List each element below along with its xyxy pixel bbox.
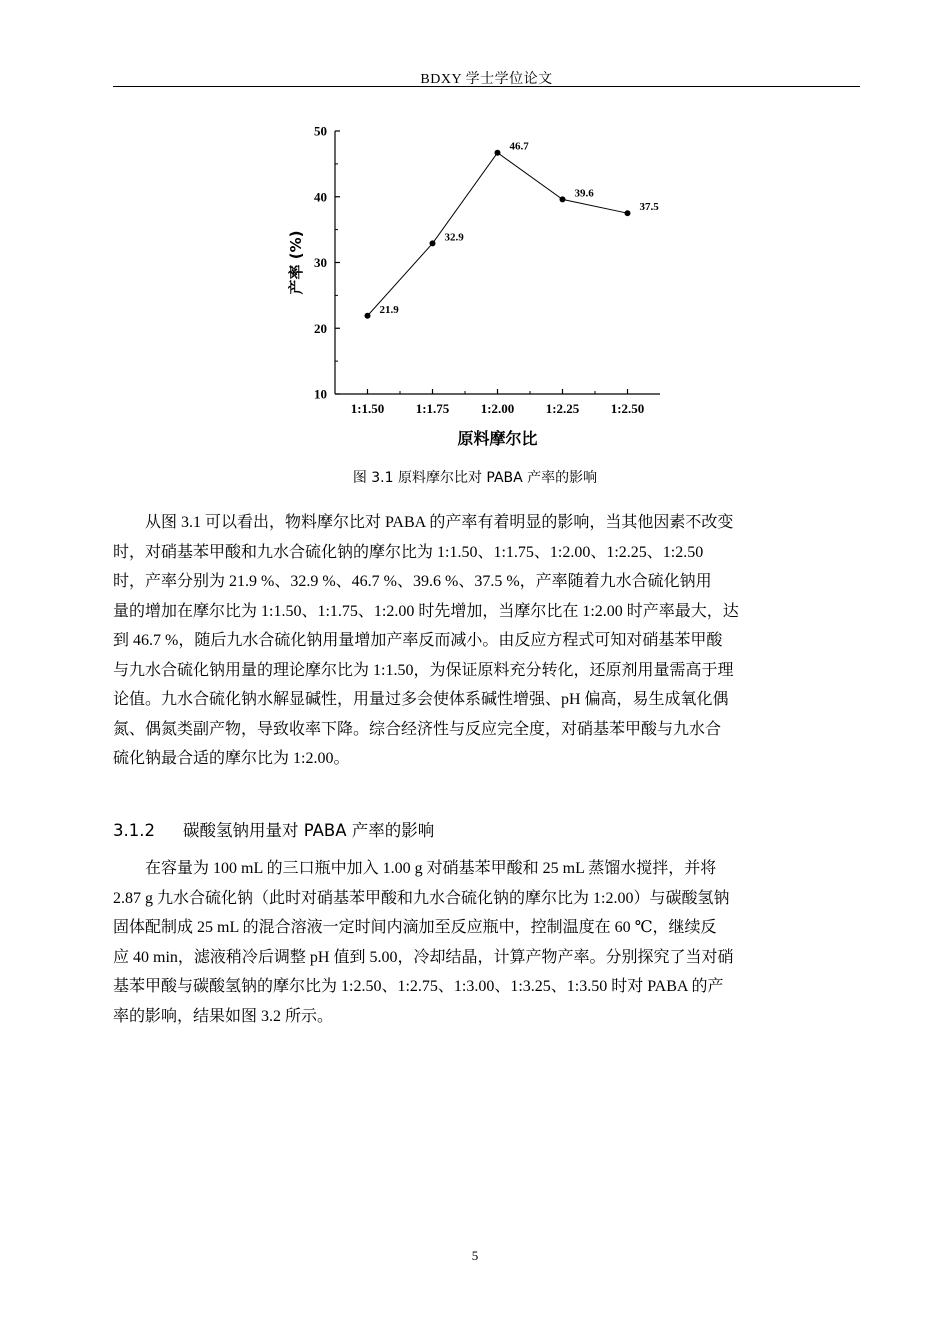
paragraph-line: 从图 3.1 可以看出，物料摩尔比对 PABA 的产率有着明显的影响，当其他因素不改变 <box>145 514 734 531</box>
y-tick-label: 30 <box>314 255 327 270</box>
paragraph-line: 氮、偶氮类副产物，导致收率下降。综合经济性与反应完全度，对硝基苯甲酸与九水合 <box>113 720 722 738</box>
y-tick-label: 50 <box>314 123 327 139</box>
paragraph-line: 时，对硝基苯甲酸和九水合硫化钠的摩尔比为 1:1.50、1:1.75、1:2.00、1:2.25、1:2.50 <box>113 543 704 561</box>
x-axis-title: 原料摩尔比 <box>457 429 538 448</box>
data-point <box>625 210 631 216</box>
paragraph-line: 到 46.7 %，随后九水合硫化钠用量增加产率反而减小。由反应方程式可知对硝基苯甲酸 <box>113 632 723 649</box>
paragraph-line: 时，产率分别为 21.9 %、32.9 %、46.7 %、39.6 %、37.5 %，产率随着九水合硫化钠用 <box>113 573 712 590</box>
x-tick-label: 1:1.75 <box>415 401 450 416</box>
data-point <box>365 313 371 319</box>
y-tick-label: 40 <box>314 189 327 205</box>
figure-caption: 图 3.1 原料摩尔比对 PABA 产率的影响 <box>352 470 598 486</box>
section-title: 碳酸氢钠用量对 PABA 产率的影响 <box>183 821 435 840</box>
y-tick-label: 10 <box>314 386 327 402</box>
section-number: 3.1.2 <box>113 821 155 840</box>
paragraph-line: 应 40 min，滤液稍冷后调整 pH 值到 5.00，冷却结晶，计算产物产率。分别探究了当对硝 <box>113 948 734 966</box>
data-point <box>560 196 566 202</box>
data-label: 21.9 <box>379 303 399 316</box>
paragraph-line: 2.87 g 九水合硫化钠（此时对硝基苯甲酸和九水合硫化钠的摩尔比为 1:2.00）与碳酸氢钠 <box>113 889 730 907</box>
section-heading <box>113 817 860 841</box>
chart-svg <box>270 118 690 458</box>
paragraph-line: 与九水合硫化钠用量的理论摩尔比为 1:1.50，为保证原料充分转化，还原剂用量需高于理 <box>113 661 734 679</box>
data-point <box>495 150 501 156</box>
x-tick-label: 1:1.50 <box>350 401 385 416</box>
data-label: 37.5 <box>639 201 659 214</box>
paragraph-line: 论值。九水合硫化钠水解显碱性，用量过多会使体系碱性增强、pH 偏高，易生成氧化偶 <box>113 691 729 708</box>
paragraph-line: 率的影响，结果如图 3.2 所示。 <box>113 1007 334 1025</box>
data-point <box>430 240 436 246</box>
data-label: 46.7 <box>509 140 529 153</box>
yield-chart <box>270 118 690 458</box>
paragraph-line: 固体配制成 25 mL 的混合溶液一定时间内滴加至反应瓶中，控制温度在 60 ℃，继续反 <box>113 919 717 936</box>
paragraph-line: 量的增加在摩尔比为 1:1.50、1:1.75、1:2.00 时先增加，当摩尔比在 1:2.00 时产率最大，达 <box>113 602 739 620</box>
page-number: 5 <box>471 1248 479 1263</box>
paragraph-2 <box>113 854 860 1031</box>
x-tick-label: 1:2.00 <box>480 401 515 416</box>
paragraph-line: 硫化钠最合适的摩尔比为 1:2.00。 <box>113 750 350 767</box>
series-line <box>368 153 628 316</box>
data-label: 32.9 <box>444 231 464 244</box>
running-header: BDXY 学士学位论文 <box>420 72 553 87</box>
x-tick-label: 1:2.50 <box>610 401 645 416</box>
paragraph-line: 基苯甲酸与碳酸氢钠的摩尔比为 1:2.50、1:2.75、1:3.00、1:3.25、1:3.50 时对 PABA 的产 <box>113 978 724 995</box>
y-tick-label: 20 <box>314 320 327 336</box>
x-tick-label: 1:2.25 <box>545 401 580 416</box>
data-label: 39.6 <box>574 187 594 200</box>
header-rule <box>113 86 860 87</box>
paragraph-line: 在容量为 100 mL 的三口瓶中加入 1.00 g 对硝基苯甲酸和 25 mL 蒸馏水搅拌，并将 <box>145 860 717 877</box>
paragraph-1 <box>113 508 860 774</box>
y-axis-title: 产率 (%) <box>287 230 305 295</box>
